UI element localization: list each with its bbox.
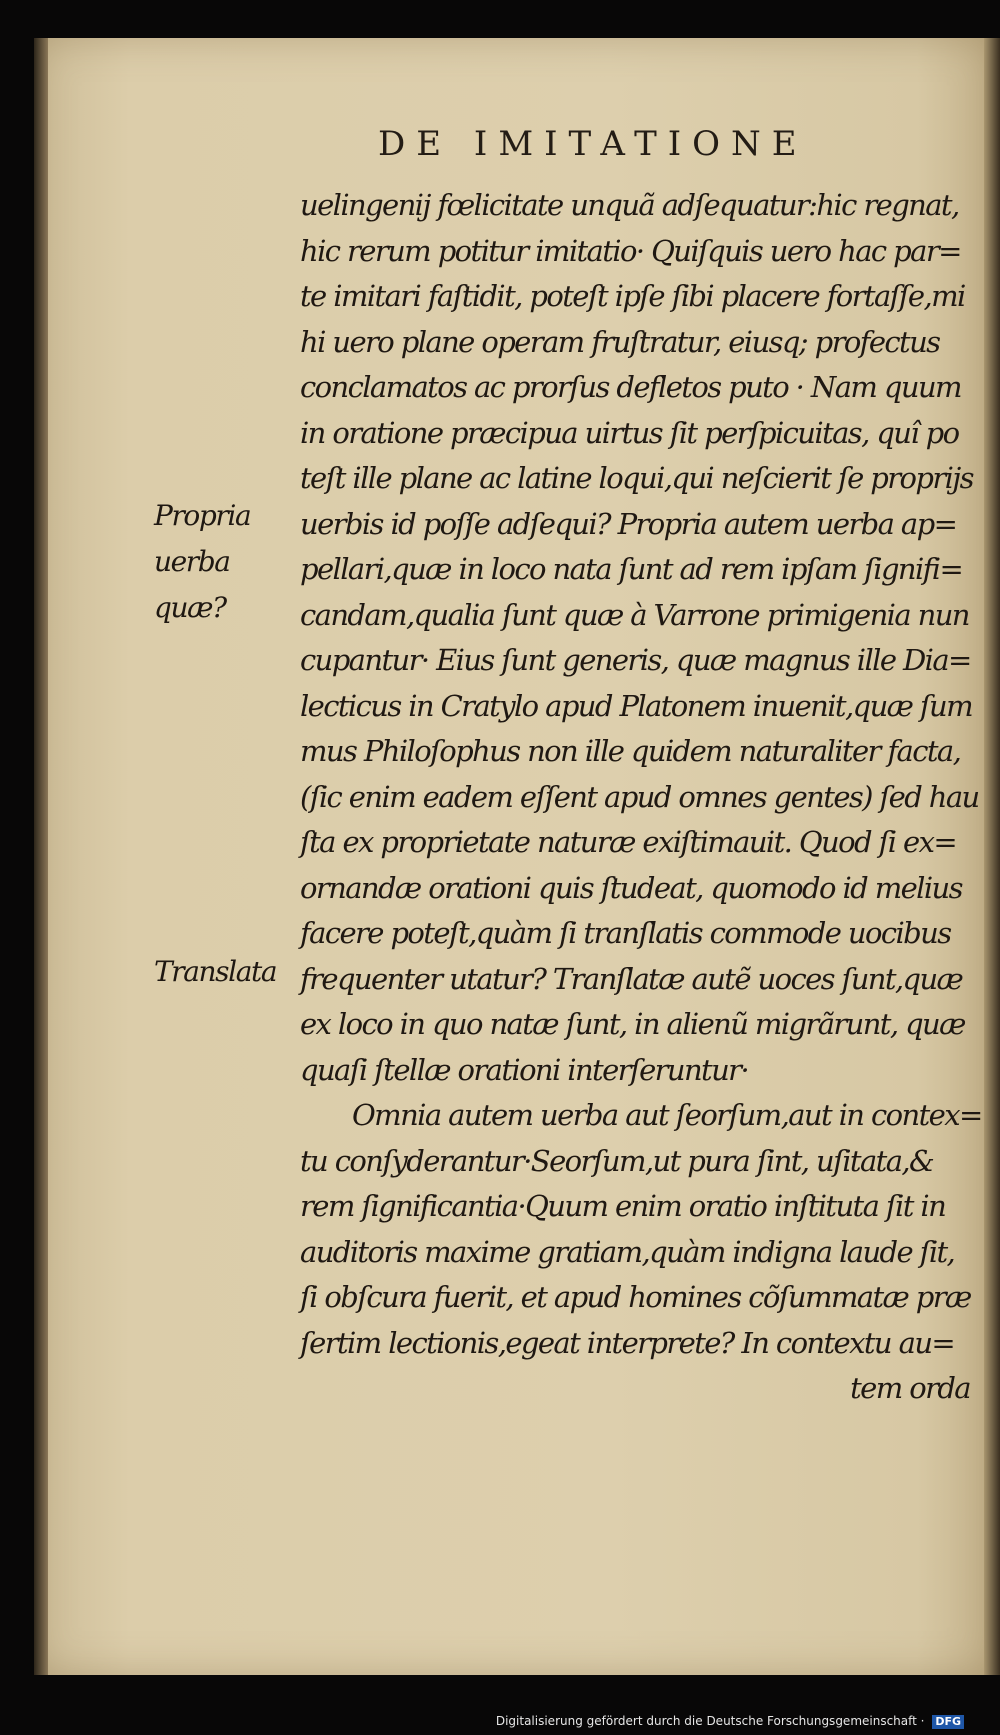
text-line: teſt ille plane ac latine loqui,qui neſcierit ſe proprijs xyxy=(300,461,973,495)
text-line: conclamatos ac prorſus defletos puto · Nam quum xyxy=(300,370,961,404)
text-line: mus Philoſophus non ille quidem naturaliter facta, xyxy=(300,734,961,768)
text-line: ex loco in quo natæ ſunt, in alienũ migrãrunt, quæ xyxy=(300,1007,965,1041)
text-line: lecticus in Cratylo apud Platonem inuenit,quæ ſum xyxy=(300,688,973,723)
margin-note-translata: Translata xyxy=(154,955,277,988)
text-line: frequenter utatur? Tranſlatæ autẽ uoces ſunt,quæ xyxy=(300,961,963,996)
text-line: quaſi ſtellæ orationi interſeruntur· xyxy=(300,1052,749,1087)
margin-note-quae: quæ? xyxy=(154,591,226,624)
text-line: ſta ex proprietate naturæ exiſtimauit. Quod ſi ex= xyxy=(300,825,957,859)
text-line: ornandæ orationi quis ſtudeat, quomodo id melius xyxy=(300,870,962,905)
running-head: DE IMITATIONE xyxy=(378,124,808,164)
footer-bar xyxy=(0,1675,1000,1735)
text-line: hi uero plane operam fruſtratur, eiusq; profectus xyxy=(300,324,940,359)
catchword: tem orda xyxy=(850,1371,970,1405)
text-line: Omnia autem uerba aut ſeorſum,aut in contex= xyxy=(352,1098,982,1132)
page-edge-shadow xyxy=(984,38,1000,1675)
text-line: facere poteſt,quàm ſi tranſlatis commode uocibus xyxy=(300,916,951,950)
text-line: ſertim lectionis,egeat interprete? In contextu au= xyxy=(300,1325,955,1360)
margin-note-propria: Propria xyxy=(154,499,251,532)
text-line: (ſic enim eadem eſſent apud omnes gentes) ſed hau xyxy=(300,779,979,814)
page-gutter-shadow xyxy=(34,38,48,1675)
dfg-logo: DFG xyxy=(932,1715,964,1729)
digitization-credit xyxy=(496,1714,964,1729)
credit-text: Digitalisierung gefördert durch die Deutsche Forschungsgemeinschaft · xyxy=(495,1714,925,1728)
text-line: uelingenij fœlicitate unquã adſequatur:hic regnat, xyxy=(300,188,959,222)
text-line: cupantur· Eius ſunt generis, quæ magnus ille Dia= xyxy=(300,643,971,677)
margin-note-uerba: uerba xyxy=(154,545,230,578)
text-line: pellari,quæ in loco nata ſunt ad rem ipſam ſignifi= xyxy=(300,552,963,586)
text-line: auditoris maxime gratiam,quàm indigna laude ſit, xyxy=(300,1234,955,1269)
text-line: uerbis id poſſe adſequi? Propria autem uerba ap= xyxy=(300,506,957,541)
text-line: ſi obſcura fuerit, et apud homines cõſummatæ præ xyxy=(300,1280,971,1314)
text-line: in oratione præcipua uirtus ſit perſpicuitas, quî po xyxy=(300,415,959,450)
text-line: tu conſyderantur·Seorſum,ut pura ſint, uſitata,& xyxy=(300,1143,934,1178)
text-line: rem ſignificantia·Quum enim oratio inſtituta ſit in xyxy=(300,1189,946,1223)
text-line: hic rerum potitur imitatio· Quiſquis uero hac par= xyxy=(300,233,961,268)
body-text xyxy=(300,183,980,1412)
text-line: candam,qualia ſunt quæ à Varrone primigenia nun xyxy=(300,597,969,632)
text-line: te imitari faſtidit, poteſt ipſe ſibi placere fortaſſe,mi xyxy=(300,279,965,313)
